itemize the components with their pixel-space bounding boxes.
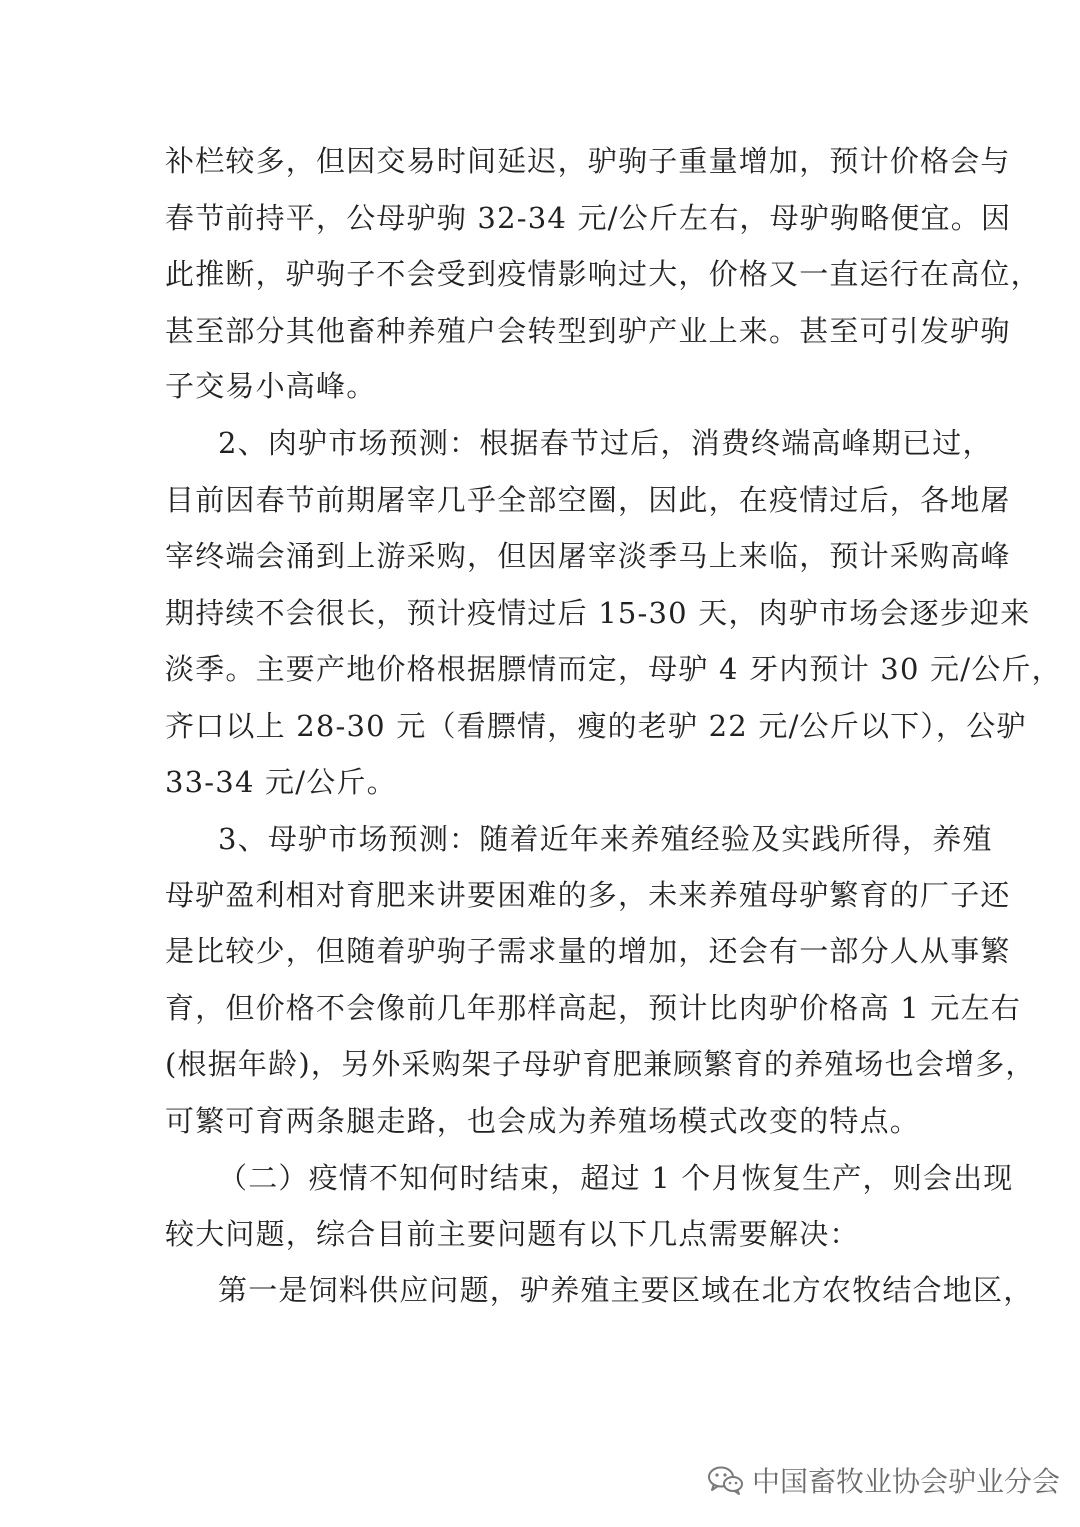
text-line: 较大问题，综合目前主要问题有以下几点需要解决： — [165, 1217, 860, 1251]
text-line: 淡季。主要产地价格根据膘情而定，母驴 4 牙内预计 30 元/公斤， — [165, 652, 1062, 686]
text-line: 母驴盈利相对育肥来讲要困难的多，未来养殖母驴繁育的厂子还 — [165, 878, 1011, 912]
text-line: 可繁可育两条腿走路，也会成为养殖场模式改变的特点。 — [165, 1104, 921, 1138]
text-line: （二）疫情不知何时结束，超过 1 个月恢复生产，则会出现 — [218, 1161, 1014, 1195]
text-line: 第一是饲料供应问题，驴养殖主要区域在北方农牧结合地区， — [218, 1273, 1034, 1307]
text-line: 春节前持平，公母驴驹 32-34 元/公斤左右，母驴驹略便宜。因 — [165, 201, 1012, 235]
text-line: 期持续不会很长，预计疫情过后 15-30 天，肉驴市场会逐步迎来 — [165, 596, 1031, 630]
text-line: 33-34 元/公斤。 — [165, 765, 397, 799]
text-line: 2、肉驴市场预测：根据春节过后，消费终端高峰期已过， — [218, 426, 993, 460]
text-line: 目前因春节前期屠宰几乎全部空圈，因此，在疫情过后，各地屠 — [165, 483, 1011, 517]
text-line: 甚至部分其他畜种养殖户会转型到驴产业上来。甚至可引发驴驹 — [165, 314, 1011, 348]
text-line: 是比较少，但随着驴驹子需求量的增加，还会有一部分人从事繁 — [165, 934, 1011, 968]
text-line: 3、母驴市场预测：随着近年来养殖经验及实践所得，养殖 — [218, 822, 993, 856]
watermark — [706, 1458, 1060, 1502]
text-line: 子交易小高峰。 — [165, 369, 377, 403]
wechat-icon — [706, 1464, 744, 1496]
watermark-text: 中国畜牧业协会驴业分会 — [752, 1465, 1061, 1498]
text-line: 齐口以上 28-30 元（看膘情，瘦的老驴 22 元/公斤以下），公驴 — [165, 709, 1027, 743]
text-line: 补栏较多，但因交易时间延迟，驴驹子重量增加，预计价格会与 — [165, 144, 1011, 178]
text-line: 宰终端会涌到上游采购，但因屠宰淡季马上来临，预计采购高峰 — [165, 539, 1011, 573]
text-line: (根据年龄)，另外采购架子母驴育肥兼顾繁育的养殖场也会增多， — [165, 1047, 1036, 1081]
text-line: 育，但价格不会像前几年那样高起，预计比肉驴价格高 1 元左右 — [165, 991, 1021, 1025]
text-line: 此推断，驴驹子不会受到疫情影响过大，价格又一直运行在高位， — [165, 257, 1041, 291]
